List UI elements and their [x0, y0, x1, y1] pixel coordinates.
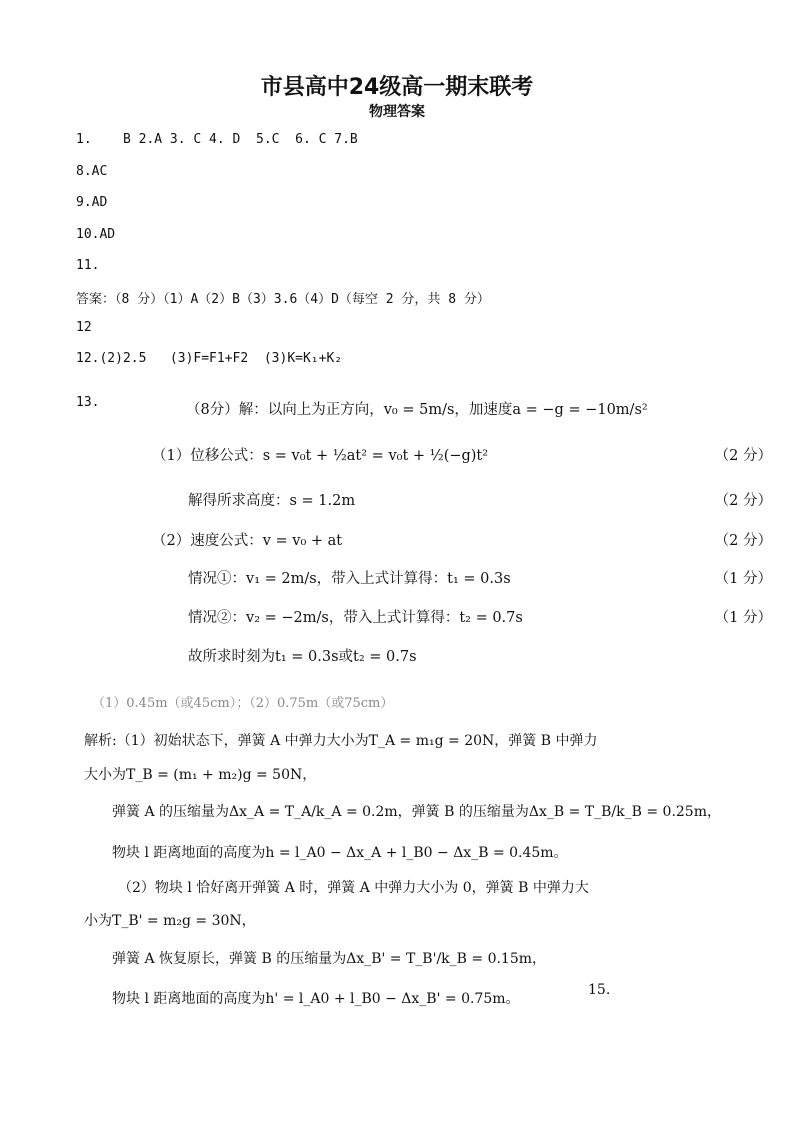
- q13-line-3: （2）速度公式：v = v₀ + at （2 分）: [152, 529, 772, 550]
- answer-line-10: 10.AD: [76, 227, 116, 242]
- question-15-number: 15.: [588, 982, 611, 998]
- q13-score-2: （2 分）: [714, 493, 772, 509]
- q14-line-3: 弹簧 A 的压缩量为Δx_A = T_A/k_A = 0.2m，弹簧 B 的压缩量为Δx_B = T_B/k_B = 0.25m，: [112, 804, 721, 820]
- q13-line-6: 故所求时刻为t₁ = 0.3s或t₂ = 0.7s: [188, 649, 417, 665]
- q14-line-2: 大小为T_B = (m₁ + m₂)g = 50N，: [84, 767, 317, 783]
- q14-line-7: 弹簧 A 恢复原长，弹簧 B 的压缩量为Δx_B' = T_B'/k_B = 0.15m，: [112, 951, 547, 967]
- answer-line-11-detail: 答案：（8 分）（1）A（2）B（3）3.6（4）D（每空 2 分，共 8 分）: [76, 292, 490, 307]
- answer-line-12: 12: [76, 320, 92, 335]
- q14-line-8: 物块 l 距离地面的高度为h' = l_A0 + l_B0 − Δx_B' = 0.75m。: [112, 991, 520, 1007]
- q13-line-4: 情况①：v₁ = 2m/s，带入上式计算得：t₁ = 0.3s （1 分）: [152, 567, 772, 588]
- answer-line-9: 9.AD: [76, 195, 108, 210]
- q13-score-4: （1 分）: [714, 571, 772, 587]
- q13-score-5: （1 分）: [714, 610, 772, 626]
- page-subtitle: 物理答案: [369, 104, 425, 120]
- q13-line-1: （1）位移公式：s = v₀t + ½at² = v₀t + ½(−g)t² （2 分）: [152, 444, 772, 465]
- q13-line-2: 解得所求高度：s = 1.2m （2 分）: [152, 489, 772, 510]
- q14-line-6: 小为T_B' = m₂g = 30N，: [84, 913, 256, 929]
- q14-line-5: （2）物块 l 恰好离开弹簧 A 时，弹簧 A 中弹力大小为 0，弹簧 B 中弹力大: [118, 880, 589, 896]
- answer-line-1-7: 1. B 2.A 3. C 4. D 5.C 6. C 7.B: [76, 132, 358, 147]
- q13-score-3: （2 分）: [714, 533, 772, 549]
- answer-line-11: 11.: [76, 258, 100, 273]
- q13-intro: （8分）解：以向上为正方向，v₀ = 5m/s，加速度a = −g = −10m/s²: [186, 402, 648, 418]
- page-title: 市县高中24级高一期末联考: [260, 75, 534, 100]
- question-13-number: 13.: [76, 395, 100, 410]
- answer-line-12-detail: 12.(2)2.5 (3)F=F1+F2 (3)K=K₁+K₂: [76, 351, 343, 366]
- q14-line-4: 物块 l 距离地面的高度为h = l_A0 − Δx_A + l_B0 − Δx_B = 0.45m。: [112, 845, 568, 861]
- q13-line-5: 情况②：v₂ = −2m/s，带入上式计算得：t₂ = 0.7s （1 分）: [152, 606, 772, 627]
- answer-line-8: 8.AC: [76, 164, 108, 179]
- q14-line-1: 解析:（1）初始状态下，弹簧 A 中弹力大小为T_A = m₁g = 20N，弹簧 B 中弹力: [84, 733, 598, 749]
- q14-faded-answer: （1）0.45m（或45cm）；（2）0.75m（或75cm）: [92, 696, 394, 711]
- q13-score-1: （2 分）: [714, 448, 772, 464]
